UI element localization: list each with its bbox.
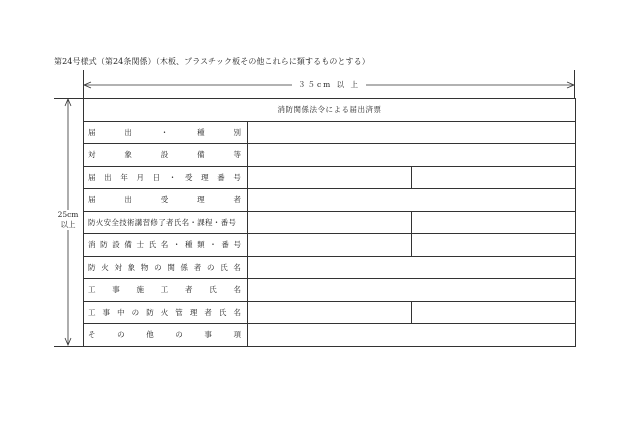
form-row-label bbox=[84, 211, 248, 234]
form-row-value-cell[interactable] bbox=[248, 121, 576, 144]
form-row-label bbox=[84, 234, 248, 257]
form-row-label-text: 対 象 設 備 等 bbox=[88, 150, 241, 160]
width-dimension bbox=[83, 78, 575, 92]
form-row-label-text: 消 防 設 備 士 氏 名 ・ 種 類 ・ 番 号 bbox=[88, 240, 241, 250]
form-row-label-text: 届 出 ・ 種 別 bbox=[88, 127, 241, 137]
form-row-label bbox=[84, 144, 248, 167]
form-row bbox=[84, 211, 576, 234]
form-row-label-text: 工 事 施 工 者 氏 名 bbox=[88, 285, 241, 295]
form-header: 消防関係法令による届出済票 bbox=[84, 99, 576, 122]
form-row-label bbox=[84, 256, 248, 279]
height-dimension bbox=[57, 98, 79, 344]
height-dimension-label-line1: 25cm bbox=[57, 210, 79, 219]
form-row-value-cell[interactable] bbox=[412, 234, 576, 257]
form-row-label bbox=[84, 324, 248, 347]
form-row bbox=[84, 121, 576, 144]
form-row-value-cell[interactable] bbox=[248, 324, 576, 347]
form-row-value-cell[interactable] bbox=[248, 301, 412, 324]
form-row-label-text: 防 火 対 象 物 の 関 係 者 の 氏 名 bbox=[88, 262, 241, 272]
width-dimension-label: ３５cm 以 上 bbox=[292, 80, 366, 89]
form-row-value-cell[interactable] bbox=[412, 211, 576, 234]
form-row-value-cell[interactable] bbox=[248, 144, 576, 167]
form-row bbox=[84, 166, 576, 189]
form-row bbox=[84, 324, 576, 347]
form-row-label-text: 工 事 中 の 防 火 管 理 者 氏 名 bbox=[88, 307, 241, 317]
form-row-value-cell[interactable] bbox=[248, 256, 576, 279]
form-row-value-cell[interactable] bbox=[412, 301, 576, 324]
form-row bbox=[84, 234, 576, 257]
form-row-value-cell[interactable] bbox=[412, 166, 576, 189]
form-row bbox=[84, 189, 576, 212]
form-row bbox=[84, 144, 576, 167]
form-header-row bbox=[84, 99, 576, 122]
form-row bbox=[84, 279, 576, 302]
form-row-label-text: 届 出 受 理 者 bbox=[88, 195, 241, 205]
form-row-label bbox=[84, 301, 248, 324]
notification-form-table bbox=[83, 98, 576, 347]
form-row-label bbox=[84, 166, 248, 189]
form-row-label bbox=[84, 279, 248, 302]
form-row-label-text: 届 出 年 月 日 ・ 受 理 番 号 bbox=[88, 172, 241, 182]
height-dimension-label-line2: 以上 bbox=[60, 220, 76, 229]
form-row-label bbox=[84, 189, 248, 212]
form-row-value-cell[interactable] bbox=[248, 279, 576, 302]
form-caption: 第24号様式（第24条関係）（木板、プラスチック板その他これらに類するものとする） bbox=[54, 57, 370, 66]
form-row-value-cell[interactable] bbox=[248, 211, 412, 234]
form-row-label-text: そ の 他 の 事 項 bbox=[88, 330, 241, 340]
form-row-value-cell[interactable] bbox=[248, 166, 412, 189]
form-row bbox=[84, 301, 576, 324]
form-row-label-text: 防火安全技術講習修了者氏名・課程・番号 bbox=[88, 217, 237, 227]
form-row bbox=[84, 256, 576, 279]
dimension-guide-bottom bbox=[54, 346, 83, 347]
form-row-value-cell[interactable] bbox=[248, 189, 576, 212]
form-row-label bbox=[84, 121, 248, 144]
form-row-value-cell[interactable] bbox=[248, 234, 412, 257]
